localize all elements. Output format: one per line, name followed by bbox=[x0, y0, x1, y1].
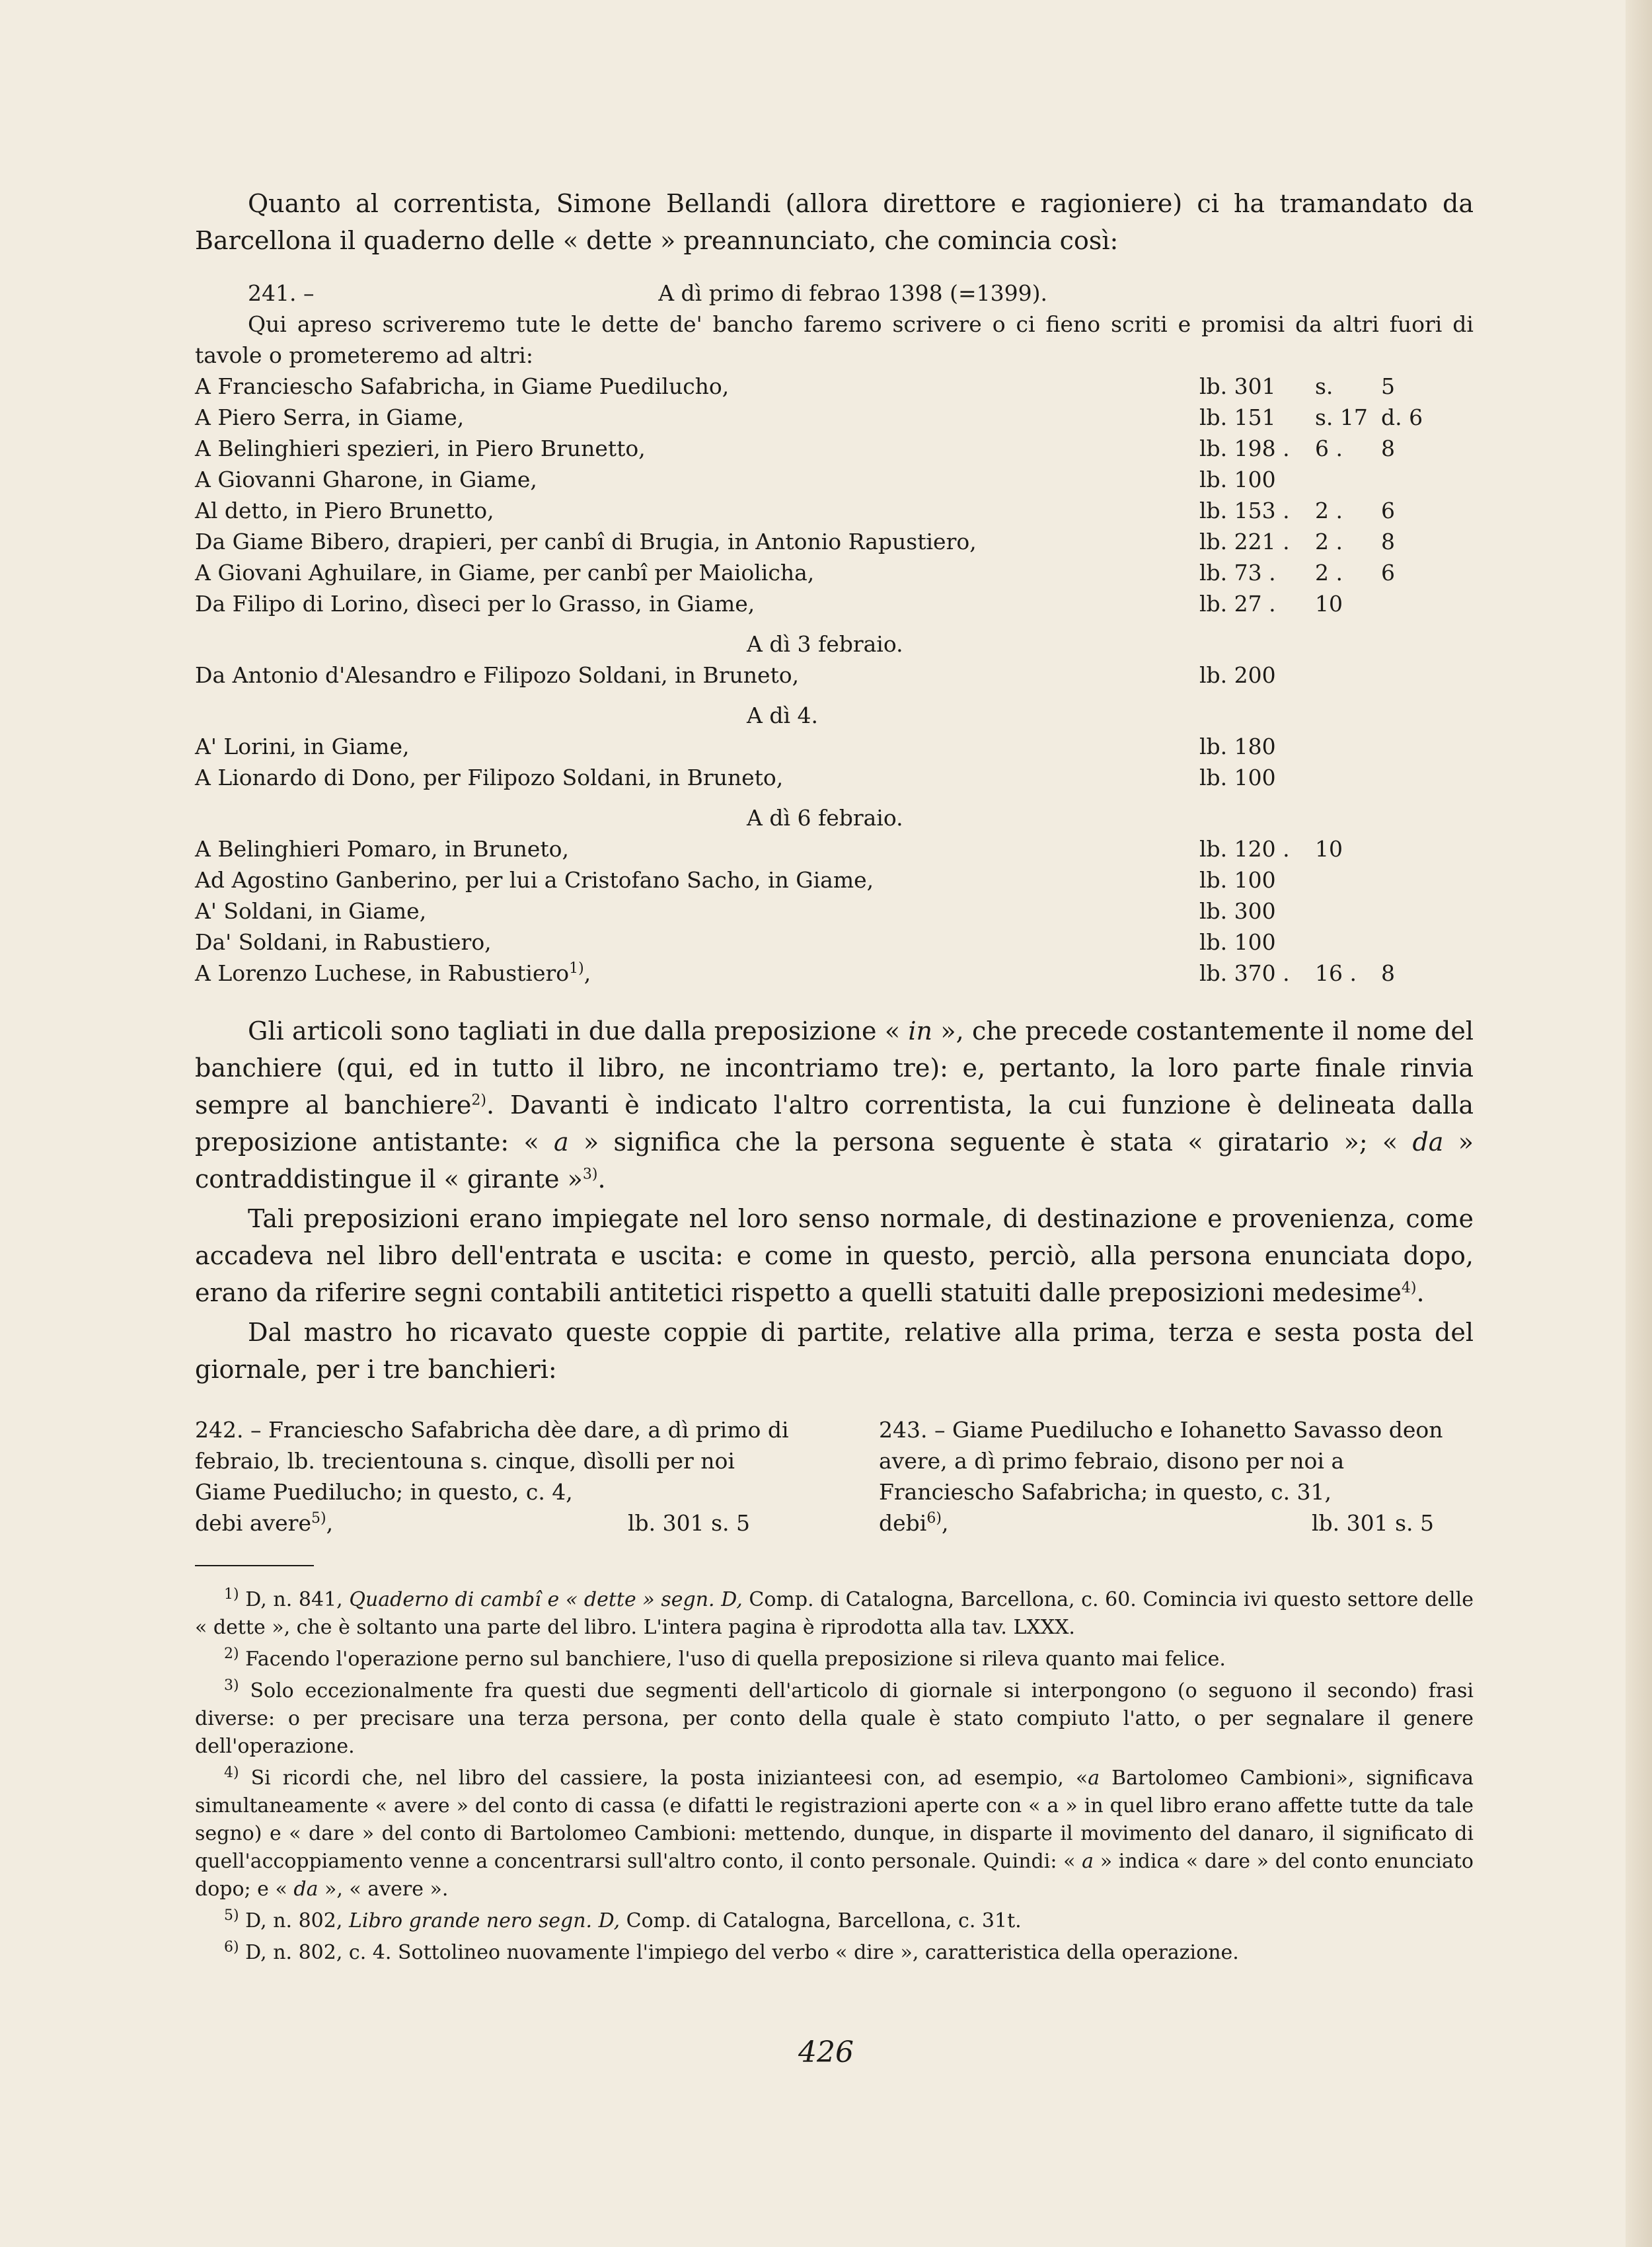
footnote-1: $^{1)}$ D, n. 841, Quaderno di cambî e « dette » segn. D, Comp. di Catalogna, Barcellona, c. 60. Comincia ivi questo settore delle « dette », che è soltanto una parte del libro. L'intera pagina è riprodotta alla tav. LXXX. bbox=[195, 1586, 1474, 1639]
ledger-row-amount: lb. 100 bbox=[1199, 467, 1276, 492]
footnote-3: $^{3)}$ Solo eccezionalmente fra questi due segmenti dell'articolo di giornale si interpongono (o seguono il secondo) frasi diverse: o per precisare una terza persona, per conto della quale è stato compiuto l'atto, o per segnalare il genere dell'operazione. bbox=[195, 1677, 1474, 1758]
ledger-row bbox=[195, 402, 1474, 433]
footnote-4: $^{4)}$ Si ricordi che, nel libro del cassiere, la posta inizianteesi con, ad esempio, «a Bartolomeo Cambioni», significava simultaneamente « avere » del conto di cassa (e difatti le registrazioni aperte con « a » in quel libro erano affette tutte da tale segno) e « dare » del conto di Bartolomeo Cambioni: mettendo, dunque, in disparte il movimento del danaro, il significato di quell'accoppiamento venne a concentrarsi sull'altro conto, il conto personale. Quindi: « a » indica « dare » del conto enunciato dopo; e « da », « avere ». bbox=[195, 1765, 1474, 1901]
ledger-row bbox=[195, 958, 1474, 989]
ledger-group-1 bbox=[195, 371, 1474, 619]
ledger-row-amount: lb. 200 bbox=[1199, 662, 1276, 688]
ledger-date-main: A dì primo di febrao 1398 (=1399). bbox=[658, 280, 1047, 306]
entry-242-amount: lb. 301 s. 5 bbox=[627, 1510, 750, 1536]
ledger-number: 241. – bbox=[248, 280, 315, 306]
intro-paragraph: Quanto al correntista, Simone Bellandi (allora direttore e ragioniere) ci ha tramandato da Barcellona il quaderno delle « dette » preannunciato, che comincia così: bbox=[195, 189, 1474, 255]
ledger-row-desc: Ad Agostino Ganberino, per lui a Cristofano Sacho, in Giame, bbox=[195, 867, 874, 893]
ledger-row bbox=[195, 927, 1474, 958]
page-content bbox=[195, 185, 1474, 1971]
ledger-row bbox=[195, 833, 1474, 864]
ledger-row-desc: Da Antonio d'Alesandro e Filipozo Soldani, in Bruneto, bbox=[195, 662, 800, 688]
ledger-row-desc: Da Filipo di Lorino, dìseci per lo Grasso, in Giame, bbox=[195, 591, 755, 617]
ledger-row bbox=[195, 895, 1474, 927]
ledger-row bbox=[195, 557, 1474, 588]
ledger-row bbox=[195, 464, 1474, 495]
ledger-row-amount: lb. 198 . 6 . 8 bbox=[1199, 436, 1395, 461]
body-text bbox=[195, 1012, 1474, 1388]
entry-243-amount: lb. 301 s. 5 bbox=[1311, 1510, 1434, 1536]
ledger-row-desc: A Giovanni Gharone, in Giame, bbox=[195, 467, 537, 492]
ledger-row-desc: Al detto, in Piero Brunetto, bbox=[195, 498, 494, 523]
paragraph-preposizioni: Tali preposizioni erano impiegate nel loro senso normale, di destinazione e provenienza, come accadeva nel libro dell'entrata e uscita: e come in questo, perciò, alla persona enunciata dopo, erano da riferire segni contabili antitetici rispetto a quelli statuiti dalle preposizioni medesime$^{4)}$. bbox=[195, 1204, 1474, 1307]
page-number: 426 bbox=[798, 2036, 854, 2069]
ledger-row-amount: lb. 221 . 2 . 8 bbox=[1199, 529, 1395, 554]
ledger-row bbox=[195, 660, 1474, 691]
ledger-row-amount: lb. 180 bbox=[1199, 734, 1276, 759]
entry-243: 243. – Giame Puedilucho e Iohanetto Savasso deon avere, a dì primo febraio, disono per noi a Franciescho Safabricha; in questo, c. 31, debi$^{6)}$, lb. 301 s. 5 bbox=[879, 1414, 1474, 1539]
ledger-row bbox=[195, 762, 1474, 793]
ledger-group-4 bbox=[195, 833, 1474, 989]
ledger-quote bbox=[195, 278, 1474, 989]
paragraph-articoli: Gli articoli sono tagliati in due dalla preposizione « in », che precede costantemente il nome del banchiere (qui, ed in tutto il libro, ne incontriamo tre): e, pertanto, la loro parte finale rinvia sempre al banchiere$^{2)}$. Davanti è indicato l'altro correntista, la cui funzione è delineata dalla preposizione antistante: « a » significa che la persona seguente è stata « giratario »; « da » contraddistingue il « girante »$^{3)}$. bbox=[195, 1016, 1474, 1194]
ledger-row bbox=[195, 495, 1474, 526]
ledger-row bbox=[195, 433, 1474, 464]
ledger-row-desc: A Piero Serra, in Giame, bbox=[195, 404, 465, 430]
ledger-group-3 bbox=[195, 731, 1474, 793]
footnotes bbox=[195, 1586, 1474, 1967]
ledger-row-desc: A' Lorini, in Giame, bbox=[195, 734, 410, 759]
ledger-row-amount: lb. 100 bbox=[1199, 867, 1276, 893]
footnote-rule bbox=[195, 1565, 314, 1566]
ledger-row bbox=[195, 526, 1474, 557]
ledger-date-4: A dì 4. bbox=[747, 703, 818, 728]
ledger-row-desc: Da' Soldani, in Rabustiero, bbox=[195, 929, 492, 955]
ledger-row-amount: lb. 100 bbox=[1199, 929, 1276, 955]
ledger-row bbox=[195, 371, 1474, 402]
footnote-ref: 3) bbox=[582, 1166, 598, 1183]
footnote-ref: 2) bbox=[471, 1092, 486, 1109]
ledger-row-desc: A Lorenzo Luchese, in Rabustiero$^{1)}$, bbox=[195, 960, 591, 986]
ledger-row-desc: A Giovani Aghuilare, in Giame, per canbî per Maiolicha, bbox=[195, 560, 815, 586]
ledger-row-desc: A Belinghieri spezieri, in Piero Brunetto, bbox=[195, 436, 646, 461]
ledger-row-desc: A Lionardo di Dono, per Filipozo Soldani, in Bruneto, bbox=[195, 765, 784, 790]
footnote-6: $^{6)}$ D, n. 802, c. 4. Sottolineo nuovamente l'impiego del verbo « dire », caratteristica della operazione. bbox=[224, 1939, 1239, 1964]
ledger-heading bbox=[195, 278, 1054, 309]
ledger-row bbox=[195, 864, 1474, 895]
entry-242: 242. – Franciescho Safabricha dèe dare, a dì primo di febraio, lb. trecientouna s. cinque, dìsolli per noi Giame Puedilucho; in questo, c. 4, debi avere$^{5)}$, lb. 301 s. 5 bbox=[195, 1414, 790, 1539]
ledger-date-6: A dì 6 febraio. bbox=[747, 805, 903, 831]
footnote-5: $^{5)}$ D, n. 802, Libro grande nero segn. D, Comp. di Catalogna, Barcellona, c. 31t. bbox=[224, 1907, 1022, 1932]
ledger-row-amount: lb. 300 bbox=[1199, 898, 1276, 924]
ledger-row-desc: A Belinghieri Pomaro, in Bruneto, bbox=[195, 836, 570, 862]
ledger-row-amount: lb. 153 . 2 . 6 bbox=[1199, 498, 1395, 523]
ledger-group-2 bbox=[195, 660, 1474, 691]
ledger-row-desc: A Franciescho Safabricha, in Giame Puedilucho, bbox=[195, 373, 730, 399]
ledger-row-amount: lb. 100 bbox=[1199, 765, 1276, 790]
ledger-row-amount: lb. 370 . 16 . 8 bbox=[1199, 960, 1395, 986]
ledger-row-amount: lb. 27 . 10 bbox=[1199, 591, 1343, 617]
ledger-date-3: A dì 3 febraio. bbox=[747, 631, 903, 657]
ledger-row-amount: lb. 301 s. 5 bbox=[1199, 373, 1395, 399]
footnote-ref: 4) bbox=[1401, 1279, 1417, 1297]
ledger-row bbox=[195, 731, 1474, 762]
ledger-row-desc: Da Giame Bibero, drapieri, per canbî di Brugia, in Antonio Rapustiero, bbox=[195, 529, 977, 554]
ledger-row-amount: lb. 151 s. 17 d. 6 bbox=[1199, 404, 1423, 430]
ledger-row-amount: lb. 73 . 2 . 6 bbox=[1199, 560, 1395, 586]
ledger-row-amount: lb. 120 . 10 bbox=[1199, 836, 1343, 862]
ledger-row bbox=[195, 588, 1474, 619]
paper-edge bbox=[1626, 0, 1652, 2247]
paragraph-mastro: Dal mastro ho ricavato queste coppie di partite, relative alla prima, terza e sesta posta del giornale, per i tre banchieri: bbox=[195, 1318, 1474, 1384]
footnote-2: $^{2)}$ Facendo l'operazione perno sul banchiere, l'uso di quella preposizione si rileva quanto mai felice. bbox=[224, 1646, 1226, 1671]
ledger-intro: Qui apreso scriveremo tute le dette de' bancho faremo scrivere o ci fieno scriti e promisi da altri fuori di tavole o prometeremo ad altri: bbox=[195, 311, 1474, 368]
entry-columns bbox=[195, 1414, 1474, 1539]
ledger-row-desc: A' Soldani, in Giame, bbox=[195, 898, 427, 924]
